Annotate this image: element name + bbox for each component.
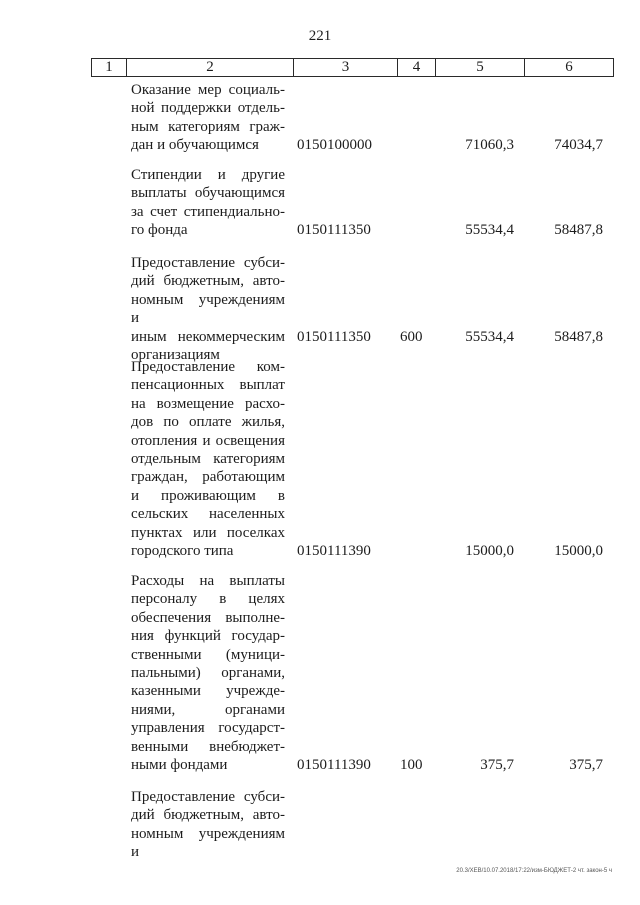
row-code: 0150100000 xyxy=(297,137,372,153)
row-sum-2019: 375,7 xyxy=(480,757,514,773)
row-sum-2019: 71060,3 xyxy=(465,137,514,153)
row-sum-2020: 74034,7 xyxy=(554,137,603,153)
row-code: 0150111390 xyxy=(297,543,371,559)
row-vr: 100 xyxy=(400,757,423,773)
col-header-5: 5 xyxy=(436,59,525,77)
row-sum-2019: 15000,0 xyxy=(465,543,514,559)
page-number: 221 xyxy=(308,28,332,44)
row-description: Предоставление ком- пенсационных выплат на возмещение расхо- дов по оплате жилья, отопления и освещения отдельным категориям граждан, работающим и проживающим в сельских населенных пунктах или поселках городского типа xyxy=(131,359,285,560)
row-code: 0150111350 xyxy=(297,222,371,238)
row-description: Стипендии и другие выплаты обучающимся за счет стипендиально- го фонда xyxy=(131,167,285,239)
row-description: Предоставление субси- дий бюджетным, авто- номным учреждениям и xyxy=(131,789,285,861)
row-sum-2019: 55534,4 xyxy=(465,329,514,345)
row-sum-2019: 55534,4 xyxy=(465,222,514,238)
document-footer: 20.3/ХЕВ/10.07.2018/17:22/изм-БЮДЖЕТ-2 чт. закон-5 ч xyxy=(456,868,612,874)
row-sum-2020: 58487,8 xyxy=(554,329,603,345)
row-vr: 600 xyxy=(400,329,423,345)
col-header-3: 3 xyxy=(294,59,398,77)
col-header-1: 1 xyxy=(92,59,127,77)
col-header-4: 4 xyxy=(398,59,436,77)
row-description: Расходы на выплаты персоналу в целях обеспечения выполне- ния функций государ- ственными (муници- пальными) органами, казенными учрежде- ниями, органами управления государст- венными внебюджет- ными фондами xyxy=(131,573,285,774)
col-header-6: 6 xyxy=(525,59,614,77)
row-sum-2020: 375,7 xyxy=(569,757,603,773)
row-description: Предоставление субси- дий бюджетным, авто- номным учреждениям и иным некоммерческим организациям xyxy=(131,255,285,364)
row-sum-2020: 58487,8 xyxy=(554,222,603,238)
row-code: 0150111390 xyxy=(297,757,371,773)
row-description: Оказание мер социаль- ной поддержки отдель- ным категориям граж- дан и обучающимся xyxy=(131,82,285,154)
row-sum-2020: 15000,0 xyxy=(554,543,603,559)
col-header-2: 2 xyxy=(127,59,294,77)
column-header-table xyxy=(91,58,614,77)
row-code: 0150111350 xyxy=(297,329,371,345)
